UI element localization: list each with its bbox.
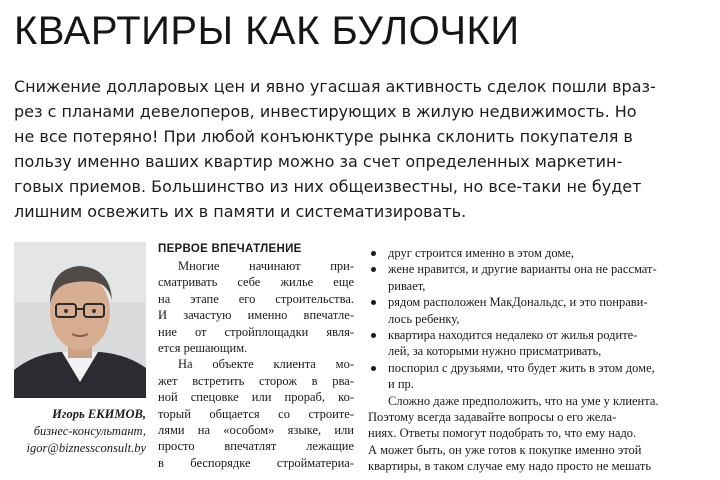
body-line: Многие начинают при- (178, 259, 354, 273)
body-line: И зачастую именно впечатле- (158, 308, 354, 323)
lead-paragraph (14, 74, 706, 224)
bullet-item: поспорил с друзьями, что будет жить в этом доме, (368, 360, 710, 376)
body-line: просто впечатлят лежащие (158, 439, 354, 454)
body-line: ние от стройплощадки явля- (158, 324, 354, 339)
body-line: ется решающим. (158, 341, 248, 356)
lead-line: лишним освежить их в памяти и систематизировать. (14, 202, 467, 221)
section-heading: ПЕРВОЕ ВПЕЧАТЛЕНИЕ (158, 243, 302, 255)
bullet-item: жене нравится, и другие варианты она не рассмат- (368, 261, 710, 277)
body-line: ной спецовке или прораб, ко- (158, 390, 354, 405)
body-line: торый общается со строите- (158, 406, 354, 421)
bullet-continuation: лось ребенку, (388, 311, 460, 326)
body-line: На объекте клиента мо- (178, 357, 354, 372)
lead-line: Снижение долларовых цен и явно угасшая активность сделок пошли враз- (14, 77, 656, 96)
author-email[interactable]: igor@biznessconsult.by (26, 441, 146, 455)
body-line: ниях. Ответы помогут подобрать то, что ему надо. (368, 426, 637, 441)
article-column-3 (368, 245, 710, 475)
lead-line: не все потеряно! При любой конъюнктуре рынка склонить покупателя в (14, 127, 633, 146)
body-line: в беспорядке стройматериа- (158, 455, 354, 470)
author-photo (14, 242, 146, 398)
bullet-continuation: лей, за которыми нужно присматривать, (388, 344, 602, 359)
body-line: А может быть, он уже готов к покупке именно этой (368, 442, 642, 457)
body-line: жет встретить сторож в рва- (158, 373, 354, 388)
bullet-continuation: ривает, (388, 278, 426, 293)
lead-line: пользу именно ваших квартир можно за счет определенных маркетин- (14, 152, 623, 171)
bullet-item: квартира находится недалеко от жилья родите- (368, 327, 710, 343)
bullet-item: друг строится именно в этом доме, (368, 245, 710, 261)
body-line: Поэтому всегда задавайте вопросы о его жела- (368, 410, 617, 425)
author-portrait-icon (14, 242, 146, 398)
bullet-continuation: и пр. (388, 377, 414, 392)
lead-line: рез с планами девелоперов, инвестирующих в жилую недвижимость. Но (14, 102, 637, 121)
body-line: лями на «особом» языке, или (158, 423, 354, 438)
headline: КВАРТИРЫ КАК БУЛОЧКИ (14, 9, 520, 53)
article-column-2 (158, 240, 354, 471)
author-role: бизнес-консультант, (33, 424, 146, 438)
body-line: на этапе его строительства. (158, 291, 354, 306)
bullet-item: рядом расположен МакДональдс, и это понрави- (368, 294, 710, 310)
lead-line: говых приемов. Большинство из них общеизвестны, но все-таки не будет (14, 177, 642, 196)
body-line: квартиры, в таком случае ему надо просто не мешать (368, 459, 652, 474)
body-line: сматривать себе жилье еще (158, 275, 354, 290)
author-name: Игорь ЕКИМОВ, (52, 407, 146, 421)
body-line: Сложно даже предположить, что на уме у клиента. (388, 393, 659, 408)
author-byline (0, 406, 146, 457)
